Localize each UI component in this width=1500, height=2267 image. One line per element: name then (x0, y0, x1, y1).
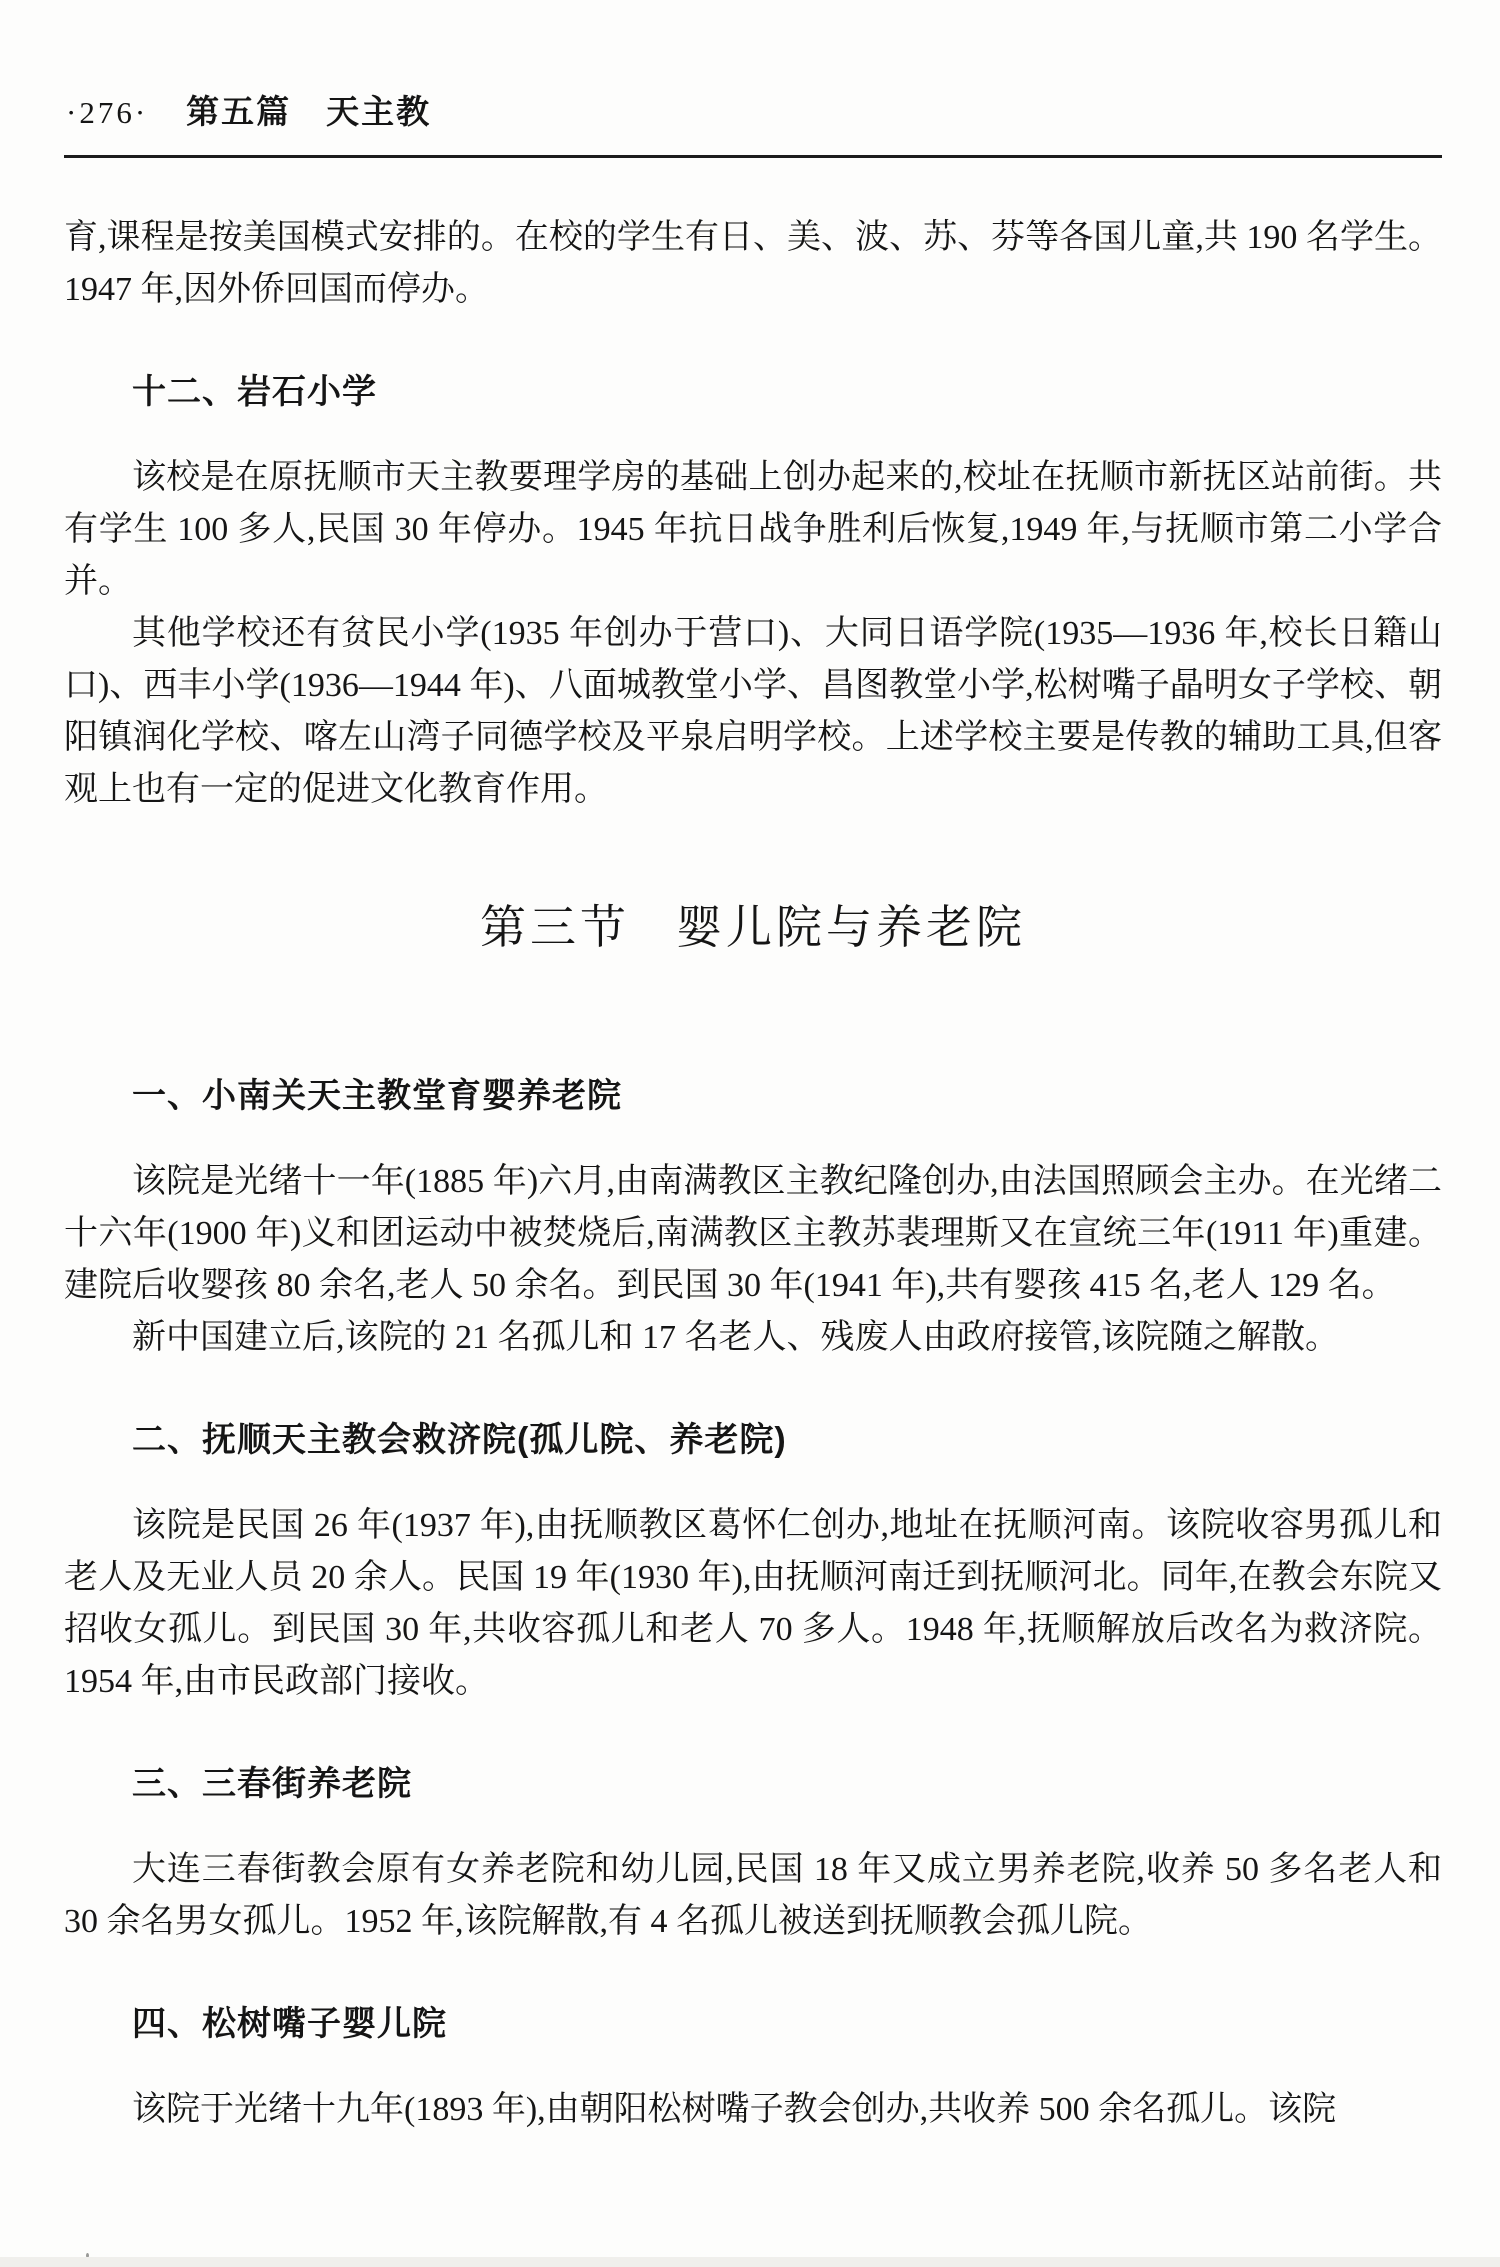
subsection-heading: 三、三春街养老院 (132, 1765, 412, 1803)
body-paragraph: 其他学校还有贫民小学(1935 年创办于营口)、大同日语学院(1935—1936 年,校长日籍山口)、西丰小学(1936—1944 年)、八面城教堂小学、昌图教堂小学,松树嘴子晶明女子学校、朝阳镇润化学校、喀左山湾子同德学校及平泉启明学校。上述学校主要是传教的辅助工具,但客观上也有一定的促进文化教育作用。 (64, 615, 1442, 808)
header-divider (64, 155, 1442, 158)
body-paragraph: 该院于光绪十九年(1893 年),由朝阳松树嘴子教会创办,共收养 500 余名孤儿。该院 (132, 2091, 1337, 2128)
body-paragraph: 新中国建立后,该院的 21 名孤儿和 17 名老人、残废人由政府接管,该院随之解散。 (132, 1319, 1339, 1356)
part-title: 第五篇 天主教 (186, 93, 432, 130)
subsection-heading: 四、松树嘴子婴儿院 (132, 2005, 447, 2043)
body-paragraph: 该校是在原抚顺市天主教要理学房的基础上创办起来的,校址在抚顺市新抚区站前街。共有学生 100 多人,民国 30 年停办。1945 年抗日战争胜利后恢复,1949 年,与抚顺市第二小学合并。 (64, 459, 1442, 600)
content (64, 212, 1442, 2136)
section-number: 第三节 (480, 902, 630, 953)
subsection-heading: 一、小南关天主教堂育婴养老院 (132, 1077, 622, 1115)
body-paragraph: 大连三春街教会原有女养老院和幼儿园,民国 18 年又成立男养老院,收养 50 多名老人和 30 余名男女孤儿。1952 年,该院解散,有 4 名孤儿被送到抚顺教会孤儿院。 (64, 1851, 1442, 1940)
page-bottom-edge (0, 2257, 1500, 2267)
body-paragraph: 该院是光绪十一年(1885 年)六月,由南满教区主教纪隆创办,由法国照顾会主办。在光绪二十六年(1900 年)义和团运动中被焚烧后,南满教区主教苏裴理斯又在宣统三年(1911 年)重建。建院后收婴孩 80 余名,老人 50 余名。到民国 30 年(1941 年),共有婴孩 415 名,老人 129 名。 (64, 1163, 1442, 1304)
subsection-heading: 二、抚顺天主教会救济院(孤儿院、养老院) (132, 1421, 787, 1459)
section-name: 婴儿院与养老院 (676, 902, 1026, 953)
page-number: ·276· (66, 95, 149, 130)
running-header (64, 86, 1442, 133)
subsection-heading: 十二、岩石小学 (132, 373, 377, 411)
section-title (64, 900, 1442, 956)
body-paragraph: 该院是民国 26 年(1937 年),由抚顺教区葛怀仁创办,地址在抚顺河南。该院收容男孤儿和老人及无业人员 20 余人。民国 19 年(1930 年),由抚顺河南迁到抚顺河北。同年,在教会东院又招收女孤儿。到民国 30 年,共收容孤儿和老人 70 多人。1948 年,抚顺解放后改名为救济院。1954 年,由市民政部门接收。 (64, 1507, 1442, 1700)
body-paragraph: 育,课程是按美国模式安排的。在校的学生有日、美、波、苏、芬等各国儿童,共 190 名学生。1947 年,因外侨回国而停办。 (64, 219, 1442, 308)
